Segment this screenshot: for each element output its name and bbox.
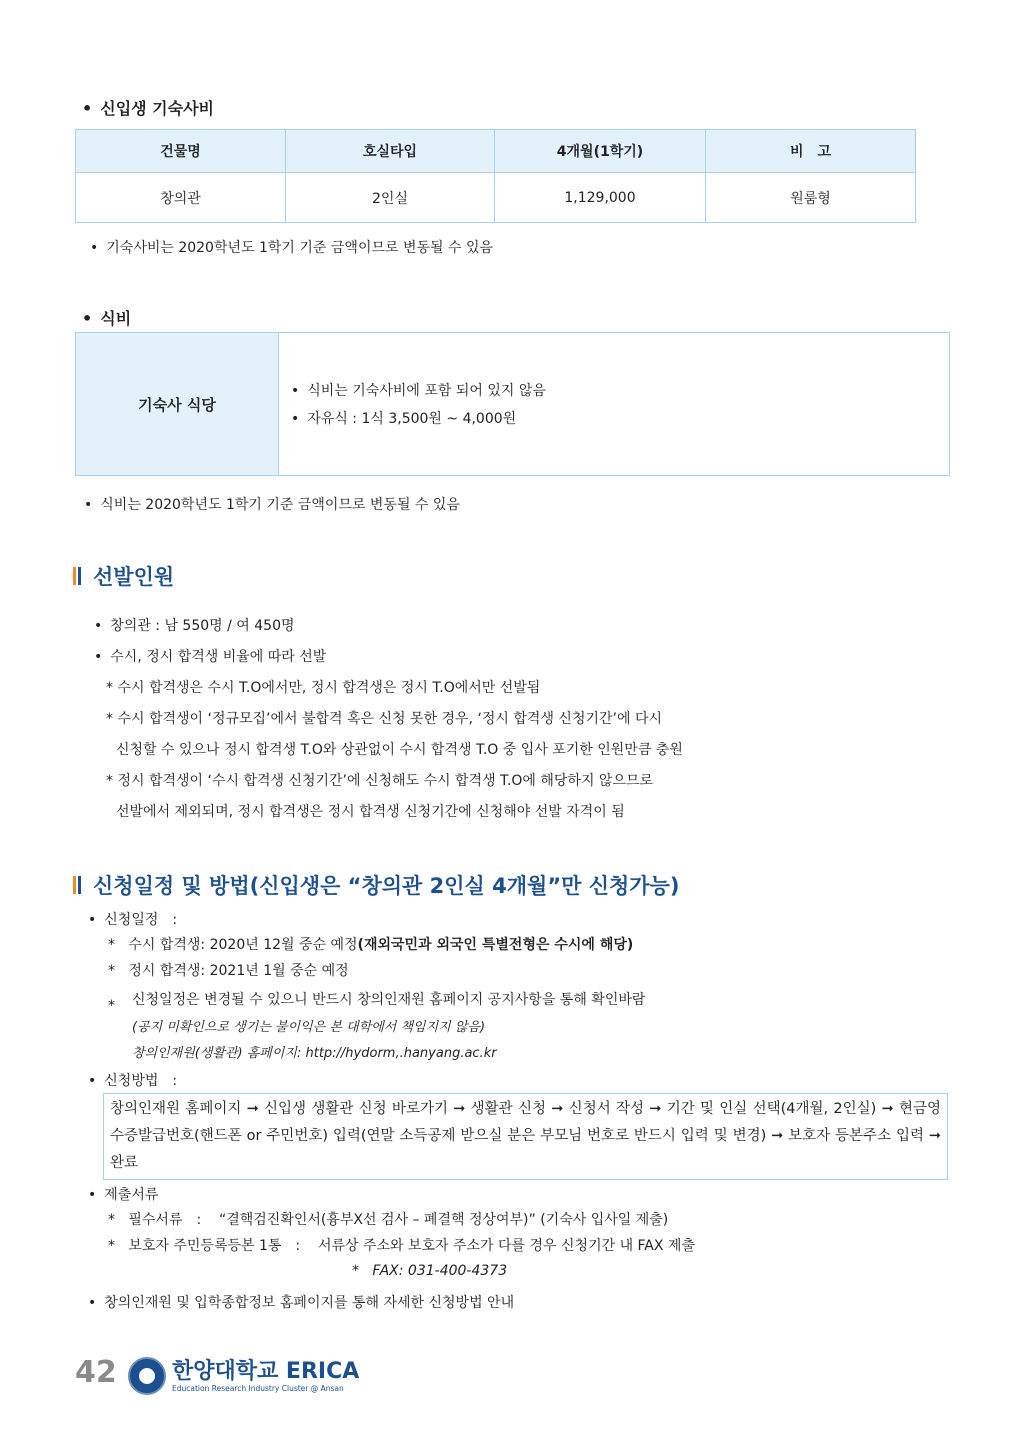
column-header: 건물명 [76, 130, 286, 173]
disclaimer-text: (공지 미확인으로 생기는 불이익은 본 대학에서 책임지지 않음) [132, 1020, 486, 1035]
fax-line [352, 1263, 507, 1279]
table-header-row [76, 130, 916, 173]
column-header: 호실타입 [286, 130, 495, 173]
disclaimer [132, 1016, 485, 1035]
table-cell: 2인실 [286, 173, 495, 223]
university-seal-icon [128, 1357, 166, 1395]
early-text: 수시 합격생: 2020년 12월 중순 예정 [128, 937, 358, 953]
logo-name: 한양대학교 ERICA [172, 1358, 360, 1384]
list-note: 신청할 수 있으나 정시 합격생 T.O와 상관없이 수시 합격생 T.O 중 입사 포기한 인원만큼 충원 [116, 742, 683, 758]
star-mark: * [108, 998, 115, 1014]
star-mark: * [108, 1238, 115, 1254]
fax-number: FAX: 031-400-4373 [372, 1263, 508, 1279]
star-mark: * [108, 937, 115, 953]
table-row [76, 173, 916, 223]
method-box: 창의인재원 홈페이지 ➞ 신입생 생활관 신청 바로가기 ➞ 생활관 신청 ➞ 신청서 작성 ➞ 기간 및 인실 선택(4개월, 2인실) ➞ 현금영수증발급번호(핸드폰 or 주민번호) 입력(연말 소득공제 받으실 분은 부모님 번호로 반드시 입력 및 변경) ➞ 보호자 등본주소 입력 ➞ 완료 [103, 1093, 948, 1180]
section-marker-icon [73, 876, 81, 894]
doc-resident-label: 보호자 주민등록등본 1통 : [128, 1238, 301, 1254]
change-notice: 신청일정은 변경될 수 있으니 반드시 창의인재원 홈페이지 공지사항을 통해 확인바람 [132, 992, 646, 1008]
table-cell: 원룸형 [706, 173, 916, 223]
star-mark: * [108, 963, 115, 979]
section-title-text: 신청일정 및 방법(신입생은 “창의관 2인실 4개월”만 신청가능) [93, 874, 680, 898]
dorm-fee-table [75, 129, 916, 223]
section-marker-icon [73, 567, 81, 585]
doc-resident-text: 서류상 주소와 보호자 주소가 다를 경우 신청기간 내 FAX 제출 [317, 1238, 695, 1254]
list-item: • 창의관 : 남 550명 / 여 450명 [94, 611, 683, 642]
meal-table [75, 332, 950, 476]
regular-text: 정시 합격생: 2021년 1월 중순 예정 [128, 963, 349, 979]
doc-required [108, 1209, 668, 1229]
method-label: • 신청방법 : [88, 1070, 177, 1090]
list-note: 선발에서 제외되며, 정시 합격생은 정시 합격생 신청기간에 신청해야 선발 자격이 됨 [116, 804, 625, 820]
list-item: • 자유식 : 1식 3,500원 ~ 4,000원 [291, 405, 546, 433]
docs-label: • 제출서류 [88, 1184, 158, 1204]
university-logo [128, 1357, 359, 1395]
star-mark: * [108, 1212, 115, 1228]
star-mark: * [352, 1263, 359, 1279]
table-cell: 창의관 [76, 173, 286, 223]
meal-info [279, 333, 546, 475]
early-schedule [108, 934, 633, 954]
meal-label: 기숙사 식당 [76, 333, 279, 475]
list-note: * 수시 합격생은 수시 T.O에서만, 정시 합격생은 정시 T.O에서만 선발됨 [106, 680, 541, 696]
list-note: * 수시 합격생이 ‘정규모집’에서 불합격 혹은 신청 못한 경우, ‘정시 합격생 신청기간’에 다시 [106, 711, 662, 727]
selection-list [94, 611, 683, 828]
selection-title [73, 561, 174, 591]
doc-required-text: “결핵검진확인서(흉부X선 검사 – 폐결핵 정상여부)” (기숙사 입사일 제출) [218, 1212, 669, 1228]
early-bold-note: (재외국민과 외국인 특별전형은 수시에 해당) [357, 937, 634, 953]
homepage-text: 창의인재원(생활관) 홈페이지: http://hydorm,.hanyang.ac.kr [132, 1046, 497, 1061]
section-title-text: 선발인원 [93, 565, 175, 589]
table-cell: 1,129,000 [495, 173, 706, 223]
logo-subtitle: Education Research Industry Cluster @ Ansan [172, 1383, 344, 1393]
doc-resident [108, 1235, 695, 1255]
meal-heading: • 식비 [82, 306, 131, 329]
homepage-link[interactable] [132, 1042, 497, 1061]
regular-schedule [108, 960, 349, 980]
column-header: 비 고 [706, 130, 916, 173]
schedule-label: • 신청일정 : [88, 909, 177, 929]
dorm-fee-note: • 기숙사비는 2020학년도 1학기 기준 금액이므로 변동될 수 있음 [90, 237, 493, 257]
list-item: • 식비는 기숙사비에 포함 되어 있지 않음 [291, 377, 546, 405]
page-number: 42 [75, 1355, 117, 1390]
list-item: • 수시, 정시 합격생 비율에 따라 선발 [94, 642, 683, 673]
schedule-title [73, 870, 679, 900]
final-note: • 창의인재원 및 입학종합정보 홈페이지를 통해 자세한 신청방법 안내 [88, 1292, 514, 1312]
meal-note: • 식비는 2020학년도 1학기 기준 금액이므로 변동될 수 있음 [84, 494, 460, 514]
list-note: * 정시 합격생이 ‘수시 합격생 신청기간’에 신청해도 수시 합격생 T.O에 해당하지 않으므로 [106, 773, 654, 789]
dorm-fee-heading: • 신입생 기숙사비 [82, 96, 214, 119]
doc-required-label: 필수서류 : [128, 1212, 202, 1228]
column-header: 4개월(1학기) [495, 130, 706, 173]
